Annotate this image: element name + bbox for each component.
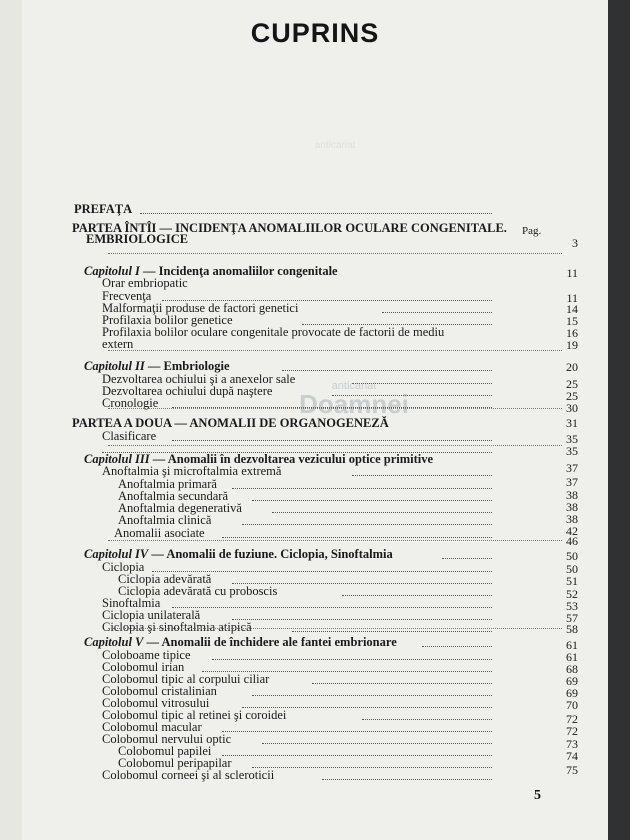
toc-entry-title: Colobomul tipic al corpului ciliar: [102, 672, 270, 686]
dot-leader: [252, 498, 492, 501]
dot-leader: [242, 522, 492, 525]
toc-entry-title: Sinoftalmia: [102, 596, 161, 610]
watermark-faint-text: anticariat: [314, 140, 356, 151]
dot-leader: [362, 717, 492, 720]
toc-page-number: 35: [566, 444, 578, 458]
dot-leader: [342, 593, 492, 596]
toc-page-number: 25: [566, 377, 578, 391]
dot-leader: [352, 473, 492, 476]
toc-page-number: 31: [566, 416, 578, 430]
toc-entry-title: PARTEA ÎNTÎI — INCIDENŢA ANOMALIILOR OCULARE CONGENITALE.: [72, 221, 507, 235]
toc-page-number: 38: [566, 488, 578, 502]
dot-leader: [312, 681, 492, 684]
toc-page-number: 3: [572, 236, 578, 250]
toc-entry: [114, 526, 205, 540]
dot-leader: [232, 617, 492, 620]
dot-leader: [172, 438, 492, 441]
toc-page-number: 72: [566, 712, 578, 726]
toc-page-number: 50: [566, 549, 578, 563]
toc-entry-title: extern: [102, 337, 134, 351]
toc-entry-title: Anomalii asociate: [114, 526, 205, 540]
toc-page-number: 30: [566, 401, 578, 415]
dot-leader: [422, 644, 492, 647]
toc-entry-title: — Anomalii în dezvoltarea vezicului optice primitive: [149, 452, 434, 466]
chapter-label: Capitolul II: [84, 359, 145, 373]
dot-leader: [212, 657, 492, 660]
toc-page-number: 69: [566, 686, 578, 700]
toc-page-number: 11: [566, 291, 578, 305]
pag-label: Pag.: [522, 225, 542, 237]
toc-entry-title: Orar embriopatic: [102, 276, 188, 290]
watermark-line1: anticariat: [331, 380, 377, 392]
toc-entry-title: Colobomul cristalinian: [102, 684, 217, 698]
chapter-label: Capitolul V: [84, 635, 144, 649]
toc-entry-title: Colobomul irian: [102, 660, 185, 674]
toc-page-number: 73: [566, 737, 578, 751]
chapter-label: Capitolul I: [84, 264, 140, 278]
toc-entry: [72, 416, 389, 430]
toc-entry-title: — Anomalii de fuziune. Ciclopia, Sinoftalmia: [148, 547, 393, 561]
toc-page-number: 16: [566, 326, 578, 340]
chapter-label: Capitolul III: [84, 452, 150, 466]
toc-page-number: 15: [566, 314, 578, 328]
toc-page-number: 14: [566, 302, 578, 316]
toc-entry-title: EMBRIOLOGICE: [86, 232, 189, 246]
toc-entry-title: Profilaxia bolilor genetice: [102, 313, 233, 327]
toc-page-number: 50: [566, 562, 578, 576]
dot-leader: [442, 556, 492, 559]
dot-leader: [382, 310, 492, 313]
toc-entry: [84, 359, 230, 373]
section-separator: [108, 408, 562, 409]
toc-page-number: 74: [566, 749, 578, 763]
toc-entry-title: — Incidenţa anomaliilor congenitale: [139, 264, 338, 278]
toc-entry-title: Ciclopia adevărată cu proboscis: [118, 584, 278, 598]
toc-entry-title: Anoftalmia degenerativă: [118, 501, 242, 515]
toc-page-number: 11: [566, 266, 578, 280]
toc-entry-title: — Anomalii de închidere ale fantei embrionare: [143, 635, 397, 649]
toc-page-number: 58: [566, 622, 578, 636]
toc-entry-title: Colobomul tipic al retinei şi coroidei: [102, 708, 287, 722]
book-gutter: [0, 0, 23, 840]
page-title: CUPRINS: [250, 18, 380, 48]
dot-leader: [172, 605, 492, 608]
watermark-line2: Doamnei: [299, 389, 409, 419]
toc-entry-title: Malformaţii produse de factori genetici: [102, 301, 299, 315]
toc-entry: [74, 202, 132, 216]
toc-entry-title: Colobomul vitrosului: [102, 696, 210, 710]
toc-entry: [102, 768, 274, 782]
dot-leader: [252, 693, 492, 696]
toc-page-number: 25: [566, 389, 578, 403]
dot-leader: [272, 510, 492, 513]
dot-leader: [222, 753, 492, 756]
book-page: [22, 0, 608, 840]
page-number: 5: [534, 788, 541, 803]
toc-page-number: 57: [566, 611, 578, 625]
toc-entry-title: Anoftalmia clinică: [118, 513, 212, 527]
toc-entry-title: PREFAŢA: [74, 202, 133, 216]
toc-entry-title: Ciclopia: [102, 560, 145, 574]
toc-entry-title: Clasificare: [102, 429, 157, 443]
toc-page-number: 42: [566, 524, 578, 538]
toc-entry-title: Coloboame tipice: [102, 648, 191, 662]
section-separator: [108, 253, 562, 254]
dot-leader: [252, 765, 492, 768]
toc-entry-title: Colobomul papilei: [118, 744, 212, 758]
toc-entry-title: Ciclopia unilaterală: [102, 608, 201, 622]
dot-leader: [332, 393, 492, 396]
toc-entry-title: Colobomul nervului optic: [102, 732, 232, 746]
toc-page-number: 75: [566, 763, 578, 777]
toc-entry: [102, 429, 156, 443]
toc-entry-title: Ciclopia şi sinoftalmia atipică: [102, 620, 252, 634]
toc-entry-title: Colobomul macular: [102, 720, 202, 734]
table-of-contents: [22, 0, 608, 840]
dot-leader: [222, 535, 492, 538]
toc-entry-title: Profilaxia bolilor oculare congenitale provocate de factorii de mediu: [102, 325, 445, 339]
toc-entry-title: — Embriologie: [144, 359, 230, 373]
toc-entry: [118, 513, 211, 527]
toc-page-number: 68: [566, 662, 578, 676]
toc-page-number: 46: [566, 534, 578, 548]
toc-entry-title: Anoftalmia primară: [118, 477, 217, 491]
toc-entry-title: PARTEA A DOUA — ANOMALII DE ORGANOGENEZĂ: [72, 416, 389, 430]
toc-entry: [84, 547, 393, 561]
toc-entry-title: Dezvoltarea ochiului şi a anexelor sale: [102, 372, 296, 386]
dot-leader: [292, 629, 492, 632]
toc-page-number: 61: [566, 638, 578, 652]
toc-page-number: 53: [566, 599, 578, 613]
dot-leader: [352, 381, 492, 384]
toc-entry-title: Colobomul corneei şi al scleroticii: [102, 768, 275, 782]
toc-page-number: 38: [566, 512, 578, 526]
section-separator: [108, 445, 562, 446]
section-separator: [108, 350, 562, 351]
toc-entry: [102, 276, 188, 290]
section-separator: [108, 628, 562, 629]
section-separator: [108, 540, 562, 541]
toc-page-number: 69: [566, 674, 578, 688]
dot-leader: [322, 777, 492, 780]
toc-entry: [86, 232, 188, 246]
dot-leader: [282, 368, 492, 371]
toc-entry: [102, 464, 281, 478]
toc-page-number: 70: [566, 698, 578, 712]
dot-leader: [262, 741, 492, 744]
toc-entry-title: Anoftalmia şi microftalmia extremă: [102, 464, 282, 478]
toc-entry-title: Ciclopia adevărată: [118, 572, 212, 586]
book-edge: [608, 0, 630, 840]
toc-entry-title: Dezvoltarea ochiului după naştere: [102, 384, 273, 398]
toc-entry-title: Anoftalmia secundară: [118, 489, 229, 503]
dot-leader: [222, 729, 492, 732]
toc-entry: [102, 325, 444, 339]
toc-entry: [102, 620, 252, 634]
toc-page-number: 35: [566, 432, 578, 446]
toc-page-number: 61: [566, 650, 578, 664]
toc-page-number: 20: [566, 360, 578, 374]
toc-page-number: 37: [566, 475, 578, 489]
toc-page-number: 19: [566, 338, 578, 352]
dot-leader: [140, 211, 492, 214]
toc-entry: [84, 635, 397, 649]
toc-page-number: 72: [566, 724, 578, 738]
chapter-label: Capitolul IV: [84, 547, 149, 561]
toc-page-number: 37: [566, 461, 578, 475]
toc-entry-title: Cronologie: [102, 396, 159, 410]
toc-entry-title: Frecvenţa: [102, 289, 152, 303]
toc-page-number: 52: [566, 587, 578, 601]
toc-page-number: 51: [566, 574, 578, 588]
toc-entry-title: Colobomul peripapilar: [118, 756, 232, 770]
dot-leader: [232, 486, 492, 489]
toc-entry: [102, 337, 133, 351]
toc-page-number: 38: [566, 500, 578, 514]
